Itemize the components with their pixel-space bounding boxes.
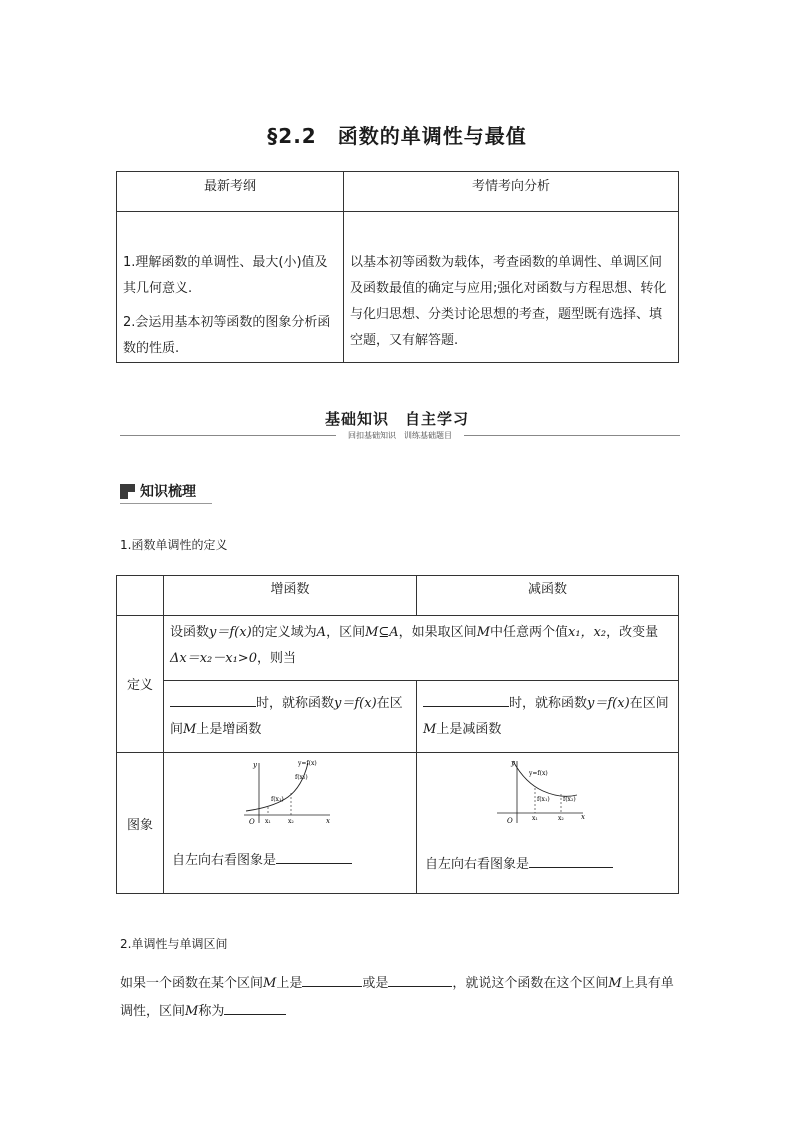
- blank-increasing-condition[interactable]: [170, 693, 256, 707]
- analysis-header: 考情考向分析: [344, 172, 679, 212]
- origin-label: O: [507, 817, 513, 825]
- definition-label: 定义: [117, 616, 164, 753]
- x1-label: x₁: [532, 815, 538, 822]
- increasing-caption: 自左向右看图象是: [172, 849, 352, 868]
- decreasing-definition: 时，就称函数y＝f(x)在区间M上是减函数: [417, 681, 679, 753]
- decreasing-header: 减函数: [417, 576, 679, 616]
- x1-label: x₁: [265, 818, 271, 825]
- curve-label: y=f(x): [529, 770, 548, 777]
- increasing-header: 增函数: [164, 576, 417, 616]
- heading-monotonic-interval: 2.单调性与单调区间: [120, 937, 228, 951]
- x-axis-label: x: [581, 813, 585, 821]
- corner-cell: [117, 576, 164, 616]
- fx1-label: f(x₁): [537, 796, 550, 803]
- syllabus-cell: [117, 212, 344, 363]
- syllabus-table: [116, 171, 679, 363]
- increasing-definition: 时，就称函数y＝f(x)在区间M上是增函数: [164, 681, 417, 753]
- blank-decreasing-graph[interactable]: [529, 854, 613, 868]
- knowledge-header: [120, 481, 196, 501]
- x-axis-label: x: [326, 817, 330, 825]
- monotonic-table: [116, 575, 679, 894]
- heading-monotonic-definition: 1.函数单调性的定义: [120, 538, 228, 552]
- fx2-label: f(x₂): [295, 774, 308, 781]
- x2-label: x₂: [558, 815, 564, 822]
- x2-label: x₂: [288, 818, 294, 825]
- page-title: §2.2 函数的单调性与最值: [267, 124, 527, 148]
- section-subtitle: 回扣基础知识 训练基础题目: [336, 430, 464, 441]
- syllabus-header: 最新考纲: [117, 172, 344, 212]
- blank-decreasing-condition[interactable]: [423, 693, 509, 707]
- decreasing-caption: 自左向右看图象是: [425, 853, 613, 872]
- blank-interval-decreasing[interactable]: [388, 973, 452, 987]
- increasing-function-graph: [234, 757, 334, 829]
- blank-interval-increasing[interactable]: [302, 973, 362, 987]
- blank-interval-name[interactable]: [224, 1001, 286, 1015]
- monotonic-interval-paragraph: 如果一个函数在某个区间M上是 或是 ，就说这个函数在这个区间M上具有单调性，区间M称为: [120, 970, 680, 1026]
- fx1-label: f(x₁): [271, 796, 284, 803]
- square-bullet-icon: [120, 484, 135, 499]
- y-axis-label: y: [253, 761, 257, 769]
- analysis-cell: 以基本初等函数为载体，考查函数的单调性、单调区间及函数最值的确定与应用;强化对函数与方程思想、转化与化归思想、分类讨论思想的考查，题型既有选择、填空题，又有解答题.: [344, 212, 679, 363]
- syllabus-item: 2.会运用基本初等函数的图象分析函数的性质.: [123, 315, 331, 356]
- y-axis-label: y: [511, 759, 515, 767]
- increasing-graph-cell: [164, 753, 417, 894]
- fx2-label: f(x₂): [563, 796, 576, 803]
- graph-label: 图象: [117, 753, 164, 894]
- decreasing-function-graph: [487, 757, 587, 829]
- knowledge-underline: [120, 503, 212, 504]
- origin-label: O: [249, 818, 255, 826]
- section-title: 基础知识 自主学习: [324, 410, 469, 428]
- definition-text: 设函数y＝f(x)的定义域为A，区间M⊆A，如果取区间M中任意两个值x₁，x₂，改变量Δx＝x₂－x₁>0，则当: [164, 616, 679, 681]
- blank-increasing-graph[interactable]: [276, 850, 352, 864]
- decreasing-graph-cell: [417, 753, 679, 894]
- syllabus-item: 1.理解函数的单调性、最大(小)值及其几何意义.: [123, 255, 328, 296]
- knowledge-label: 知识梳理: [140, 484, 196, 500]
- curve-label: y=f(x): [298, 760, 317, 767]
